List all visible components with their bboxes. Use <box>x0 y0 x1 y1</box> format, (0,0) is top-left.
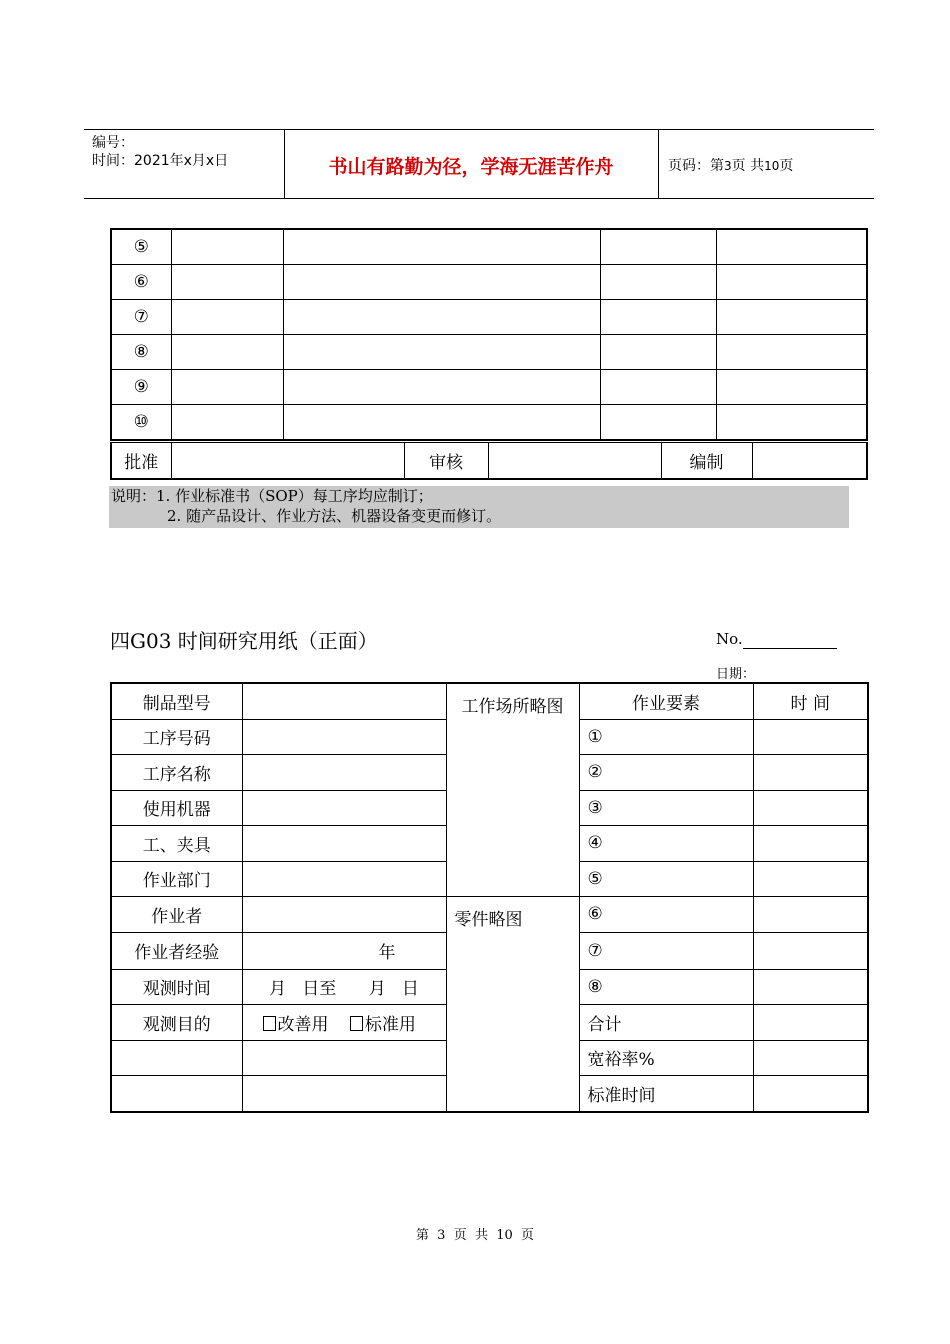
improve-checkbox[interactable] <box>263 1016 276 1031</box>
element-item: ④ <box>579 826 753 862</box>
element-time-field[interactable] <box>753 897 868 933</box>
time-label: 时间：2021年x月x日 <box>92 153 229 169</box>
form-date <box>716 663 843 683</box>
total-label: 合计 <box>579 1005 753 1041</box>
table-cell[interactable] <box>716 229 867 265</box>
experience-unit: 年 <box>378 943 396 963</box>
tools-label: 工、夹具 <box>111 826 242 862</box>
review-label: 审核 <box>404 443 488 479</box>
approve-label: 批准 <box>111 443 171 479</box>
element-item: ⑤ <box>579 861 753 897</box>
table-cell[interactable] <box>283 335 600 370</box>
table-row <box>111 335 867 370</box>
no-field[interactable] <box>743 630 837 649</box>
no-label: No. <box>716 630 743 648</box>
approve-field[interactable] <box>171 443 404 479</box>
element-time-field[interactable] <box>753 861 868 897</box>
standard-time-field[interactable] <box>753 1076 868 1112</box>
process-number-label: 工序号码 <box>111 719 242 755</box>
time-header: 时 间 <box>753 683 868 719</box>
observe-time-label: 观测时间 <box>111 969 242 1005</box>
element-item: ② <box>579 755 753 791</box>
allowance-field[interactable] <box>753 1040 868 1076</box>
page-number: 3 <box>724 159 732 173</box>
review-field[interactable] <box>488 443 661 479</box>
element-item: ⑥ <box>579 897 753 933</box>
row-number: ⑤ <box>111 229 171 265</box>
signoff-row <box>111 443 867 479</box>
experience-label: 作业者经验 <box>111 932 242 969</box>
compile-label: 编制 <box>661 443 752 479</box>
product-model-label: 制品型号 <box>111 683 242 719</box>
observe-purpose-field <box>242 1005 446 1041</box>
table-cell[interactable] <box>283 300 600 335</box>
table-cell[interactable] <box>171 370 283 405</box>
table-row <box>111 897 868 933</box>
note-line-2: 2. 随产品设计、作业方法、机器设备变更而修订。 <box>167 507 502 525</box>
table-cell[interactable] <box>716 370 867 405</box>
table-cell[interactable] <box>283 370 600 405</box>
row-number: ⑥ <box>111 265 171 300</box>
page-mid: 页 共 <box>731 158 765 174</box>
table-cell[interactable] <box>600 300 716 335</box>
explanation-note <box>109 486 849 528</box>
operator-label: 作业者 <box>111 897 242 933</box>
table-cell[interactable] <box>600 265 716 300</box>
header-divider <box>658 130 659 198</box>
process-name-field[interactable] <box>242 755 446 791</box>
table-cell[interactable] <box>600 405 716 441</box>
header-page-info <box>668 155 793 175</box>
element-time-field[interactable] <box>753 755 868 791</box>
standard-checkbox[interactable] <box>350 1016 363 1031</box>
workplace-sketch-cell[interactable]: 工作场所略图 <box>446 683 579 897</box>
date-field[interactable] <box>755 667 843 683</box>
element-time-field[interactable] <box>753 790 868 826</box>
element-item: ③ <box>579 790 753 826</box>
form-title: 四G03 时间研究用纸（正面） <box>110 629 378 653</box>
blank-field[interactable] <box>242 1076 446 1112</box>
element-time-field[interactable] <box>753 826 868 862</box>
table-row <box>111 300 867 335</box>
table-cell[interactable] <box>171 229 283 265</box>
note-line-1: 说明：1. 作业标准书（SOP）每工序均应制订； <box>111 487 433 505</box>
page-suffix: 页 <box>779 158 794 174</box>
table-row <box>111 405 867 441</box>
blank-field[interactable] <box>242 1040 446 1076</box>
department-label: 作业部门 <box>111 861 242 897</box>
header-meta <box>92 134 228 170</box>
observe-purpose-label: 观测目的 <box>111 1005 242 1041</box>
table-cell[interactable] <box>171 300 283 335</box>
table-cell[interactable] <box>600 335 716 370</box>
table-cell[interactable] <box>716 405 867 441</box>
row-number: ⑧ <box>111 335 171 370</box>
table-cell[interactable] <box>171 335 283 370</box>
standard-time-label: 标准时间 <box>579 1076 753 1112</box>
operator-field[interactable] <box>242 897 446 933</box>
part-sketch-cell[interactable]: 零件略图 <box>446 897 579 1112</box>
element-time-field[interactable] <box>753 719 868 755</box>
time-study-table <box>110 682 869 1113</box>
compile-field[interactable] <box>752 443 867 479</box>
table-cell[interactable] <box>283 405 600 441</box>
allowance-label: 宽裕率% <box>579 1040 753 1076</box>
table-row <box>111 370 867 405</box>
element-item: ① <box>579 719 753 755</box>
table-cell[interactable] <box>283 229 600 265</box>
page-total: 10 <box>764 159 780 173</box>
department-field[interactable] <box>242 861 446 897</box>
tools-field[interactable] <box>242 826 446 862</box>
table-cell[interactable] <box>171 405 283 441</box>
element-time-field[interactable] <box>753 932 868 969</box>
element-item: ⑧ <box>579 969 753 1005</box>
element-header: 作业要素 <box>579 683 753 719</box>
form-number <box>716 630 837 649</box>
header-motto: 书山有路勤为径，学海无涯苦作舟 <box>328 156 614 178</box>
standard-label: 标准用 <box>364 1014 416 1035</box>
product-model-field[interactable] <box>242 683 446 719</box>
table-cell[interactable] <box>716 265 867 300</box>
element-time-field[interactable] <box>753 969 868 1005</box>
table-cell[interactable] <box>716 300 867 335</box>
machine-field[interactable] <box>242 790 446 826</box>
process-number-field[interactable] <box>242 719 446 755</box>
date-label: 日期： <box>716 667 756 682</box>
blank-label-cell[interactable] <box>111 1076 242 1112</box>
number-label: 编号： <box>92 135 134 151</box>
total-field[interactable] <box>753 1005 868 1041</box>
table-cell[interactable] <box>716 335 867 370</box>
blank-label-cell[interactable] <box>111 1040 242 1076</box>
row-number: ⑨ <box>111 370 171 405</box>
table-cell[interactable] <box>283 265 600 300</box>
row-number: ⑩ <box>111 405 171 441</box>
table-row <box>111 265 867 300</box>
experience-field[interactable] <box>242 932 446 969</box>
improve-label: 改善用 <box>277 1014 329 1035</box>
process-name-label: 工序名称 <box>111 755 242 791</box>
sop-continuation-table <box>110 228 868 441</box>
page-header <box>84 129 874 199</box>
element-item: ⑦ <box>579 932 753 969</box>
table-cell[interactable] <box>600 229 716 265</box>
page-prefix: 页码：第 <box>668 158 724 174</box>
observe-time-field[interactable]: 月 日至 月 日 <box>242 969 446 1005</box>
table-row <box>111 229 867 265</box>
machine-label: 使用机器 <box>111 790 242 826</box>
row-number: ⑦ <box>111 300 171 335</box>
table-cell[interactable] <box>171 265 283 300</box>
page-footer: 第 3 页 共 10 页 <box>415 1228 535 1243</box>
table-row <box>111 683 868 719</box>
table-cell[interactable] <box>600 370 716 405</box>
signoff-table <box>110 442 868 480</box>
